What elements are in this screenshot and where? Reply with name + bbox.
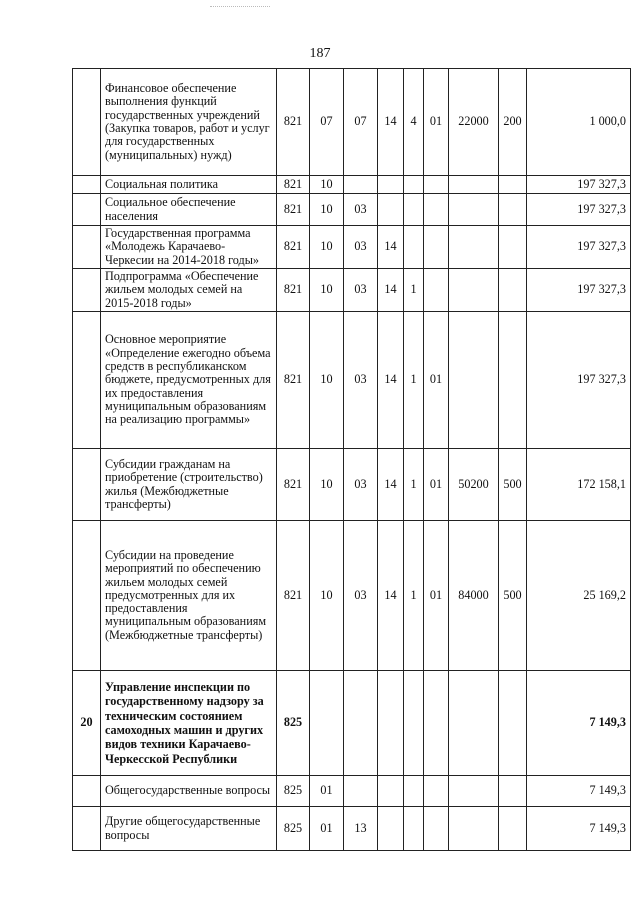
program-code	[378, 194, 404, 226]
section-code: 10	[310, 312, 344, 449]
section-code: 10	[310, 449, 344, 521]
program-code: 14	[378, 521, 404, 671]
scan-artifact	[210, 6, 270, 13]
row-name: Другие общегосударственные вопросы	[101, 807, 277, 851]
event-code: 01	[424, 521, 449, 671]
subsection-code: 13	[344, 807, 378, 851]
row-number	[73, 194, 101, 226]
subprogram-code	[404, 226, 424, 269]
ministry-code: 825	[277, 807, 310, 851]
table-row	[73, 807, 631, 851]
row-name: Субсидии на проведение мероприятий по обеспечению жильем молодых семей предусмотренных для их предоставления муниципальным образованиям (Межбюджетные трансферты)	[101, 521, 277, 671]
row-name: Государственная программа «Молодежь Карачаево-Черкесии на 2014-2018 годы»	[101, 226, 277, 269]
direction-code	[449, 312, 499, 449]
row-name: Социальная политика	[101, 176, 277, 194]
ministry-code: 821	[277, 449, 310, 521]
expense-type-code	[499, 194, 527, 226]
table-row	[73, 312, 631, 449]
table-row	[73, 194, 631, 226]
amount-value: 7 149,3	[527, 776, 631, 807]
row-number	[73, 776, 101, 807]
event-code	[424, 671, 449, 776]
direction-code	[449, 807, 499, 851]
amount-value: 1 000,0	[527, 69, 631, 176]
expense-type-code: 500	[499, 521, 527, 671]
subprogram-code	[404, 176, 424, 194]
table-row	[73, 776, 631, 807]
event-code	[424, 226, 449, 269]
subsection-code	[344, 776, 378, 807]
row-name: Общегосударственные вопросы	[101, 776, 277, 807]
section-code	[310, 671, 344, 776]
subprogram-code: 1	[404, 312, 424, 449]
amount-value: 7 149,3	[527, 807, 631, 851]
budget-table-body	[73, 69, 631, 851]
event-code	[424, 194, 449, 226]
direction-code: 50200	[449, 449, 499, 521]
subprogram-code: 1	[404, 521, 424, 671]
ministry-code: 821	[277, 176, 310, 194]
program-code: 14	[378, 449, 404, 521]
row-name: Управление инспекции по государственному надзору за техническим состоянием самоходных машин и других видов техники Карачаево-Черкесской Республики	[101, 671, 277, 776]
direction-code	[449, 269, 499, 312]
section-code: 01	[310, 776, 344, 807]
table-row	[73, 176, 631, 194]
program-code: 14	[378, 312, 404, 449]
row-number	[73, 449, 101, 521]
direction-code	[449, 776, 499, 807]
amount-value: 197 327,3	[527, 226, 631, 269]
subprogram-code	[404, 776, 424, 807]
direction-code: 22000	[449, 69, 499, 176]
event-code	[424, 807, 449, 851]
program-code: 14	[378, 226, 404, 269]
expense-type-code	[499, 226, 527, 269]
table-row	[73, 226, 631, 269]
subsection-code: 03	[344, 521, 378, 671]
subprogram-code	[404, 671, 424, 776]
row-name: Финансовое обеспечение выполнения функций государственных учреждений (Закупка товаров, работ и услуг для государственных (муниципальных) нужд)	[101, 69, 277, 176]
subsection-code: 03	[344, 194, 378, 226]
subsection-code: 07	[344, 69, 378, 176]
section-code: 01	[310, 807, 344, 851]
row-name: Социальное обеспечение населения	[101, 194, 277, 226]
ministry-code: 821	[277, 226, 310, 269]
subprogram-code	[404, 194, 424, 226]
row-number	[73, 521, 101, 671]
event-code: 01	[424, 312, 449, 449]
ministry-code: 821	[277, 312, 310, 449]
direction-code	[449, 176, 499, 194]
ministry-code: 821	[277, 269, 310, 312]
program-code: 14	[378, 69, 404, 176]
table-row	[73, 671, 631, 776]
expense-type-code	[499, 671, 527, 776]
ministry-code: 821	[277, 194, 310, 226]
event-code: 01	[424, 69, 449, 176]
amount-value: 25 169,2	[527, 521, 631, 671]
amount-value: 172 158,1	[527, 449, 631, 521]
ministry-code: 825	[277, 671, 310, 776]
subprogram-code: 1	[404, 269, 424, 312]
row-number	[73, 226, 101, 269]
program-code	[378, 671, 404, 776]
row-number	[73, 269, 101, 312]
direction-code	[449, 194, 499, 226]
event-code	[424, 176, 449, 194]
subsection-code: 03	[344, 269, 378, 312]
budget-table	[72, 68, 631, 851]
direction-code: 84000	[449, 521, 499, 671]
subprogram-code: 4	[404, 69, 424, 176]
row-name: Подпрограмма «Обеспечение жильем молодых семей на 2015-2018 годы»	[101, 269, 277, 312]
row-number: 20	[73, 671, 101, 776]
subsection-code: 03	[344, 312, 378, 449]
table-row	[73, 269, 631, 312]
section-code: 10	[310, 194, 344, 226]
expense-type-code	[499, 269, 527, 312]
ministry-code: 821	[277, 521, 310, 671]
event-code	[424, 776, 449, 807]
amount-value: 197 327,3	[527, 312, 631, 449]
amount-value: 7 149,3	[527, 671, 631, 776]
table-row	[73, 449, 631, 521]
row-name: Субсидии гражданам на приобретение (строительство) жилья (Межбюджетные трансферты)	[101, 449, 277, 521]
subsection-code	[344, 176, 378, 194]
subsection-code: 03	[344, 226, 378, 269]
section-code: 10	[310, 226, 344, 269]
expense-type-code	[499, 807, 527, 851]
section-code: 10	[310, 521, 344, 671]
program-code: 14	[378, 269, 404, 312]
row-number	[73, 176, 101, 194]
row-number	[73, 69, 101, 176]
expense-type-code	[499, 776, 527, 807]
row-number	[73, 807, 101, 851]
ministry-code: 825	[277, 776, 310, 807]
amount-value: 197 327,3	[527, 194, 631, 226]
program-code	[378, 807, 404, 851]
program-code	[378, 176, 404, 194]
ministry-code: 821	[277, 69, 310, 176]
subprogram-code: 1	[404, 449, 424, 521]
subprogram-code	[404, 807, 424, 851]
event-code: 01	[424, 449, 449, 521]
section-code: 07	[310, 69, 344, 176]
subsection-code: 03	[344, 449, 378, 521]
expense-type-code: 200	[499, 69, 527, 176]
page-number: 187	[309, 46, 331, 61]
row-name: Основное мероприятие «Определение ежегодно объема средств в республиканском бюджете, предусмотренных для их предоставления муниципальным образованиям на реализацию программы»	[101, 312, 277, 449]
subsection-code	[344, 671, 378, 776]
expense-type-code	[499, 312, 527, 449]
event-code	[424, 269, 449, 312]
table-row	[73, 521, 631, 671]
expense-type-code: 500	[499, 449, 527, 521]
expense-type-code	[499, 176, 527, 194]
row-number	[73, 312, 101, 449]
direction-code	[449, 226, 499, 269]
amount-value: 197 327,3	[527, 269, 631, 312]
table-row	[73, 69, 631, 176]
direction-code	[449, 671, 499, 776]
program-code	[378, 776, 404, 807]
amount-value: 197 327,3	[527, 176, 631, 194]
section-code: 10	[310, 269, 344, 312]
section-code: 10	[310, 176, 344, 194]
